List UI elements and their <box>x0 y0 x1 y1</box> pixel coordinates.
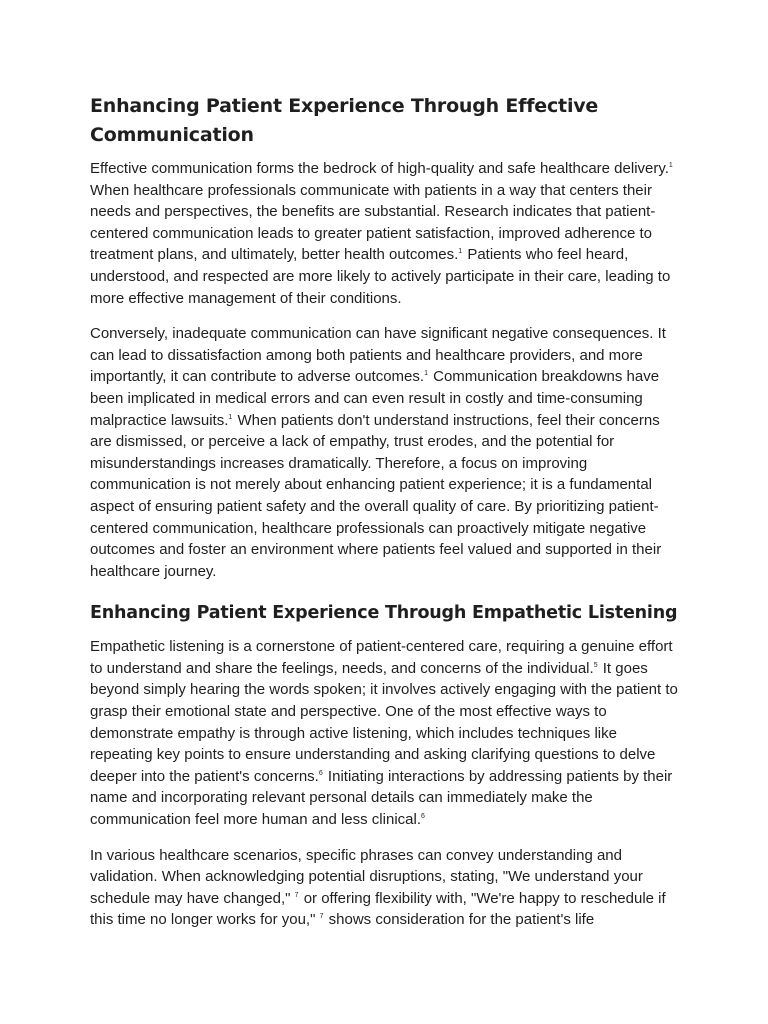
paragraph-text: In various healthcare scenarios, specific phrases can convey understanding and validation. When acknowledging potential disruptions, stating, "We understand your schedule may have changed," <box>90 846 643 907</box>
document-page <box>90 92 682 945</box>
paragraph-text: When healthcare professionals communicate with patients in a way that centers their needs and perspectives, the benefits are substantial. Research indicates that patient-centered communication leads to greater patient satisfaction, improved adherence to treatment plans, and ultimately, better health outcomes. <box>90 181 656 264</box>
paragraph-text: Communication breakdowns have been implicated in medical errors and can even result in costly and time-consuming malpractice lawsuits. <box>90 368 660 429</box>
body-paragraph <box>90 845 682 931</box>
paragraph-text: When patients don't understand instructions, feel their concerns are dismissed, or perceive a lack of empathy, trust erodes, and the potential for misunderstandings increases dramatically. Therefore, a focus on improving communication is not merely about enhancing patient experience; it is a fundamental aspect of ensuring patient safety and the overall quality of care. By prioritizing patient-centered communication, healthcare professionals can proactively mitigate negative outcomes and foster an environment where patients feel valued and supported in their healthcare journey. <box>90 411 662 580</box>
citation-superscript: 1 <box>228 413 233 421</box>
citation-superscript: 1 <box>424 370 428 378</box>
paragraph-text: shows consideration for the patient's life <box>324 911 595 929</box>
paragraph-text: Conversely, inadequate communication can have significant negative consequences. It can lead to dissatisfaction among both patients and healthcare providers, and more importantly, it can contribute to adverse outcomes. <box>90 325 666 386</box>
body-paragraph <box>90 323 682 582</box>
paragraph-text: Empathetic listening is a cornerstone of patient-centered care, requiring a genuine effort to understand and share the feelings, needs, and concerns of the individual. <box>90 638 673 677</box>
paragraph-text: Patients who feel heard, understood, and respected are more likely to actively participate in their care, leading to more effective management of their conditions. <box>90 246 671 307</box>
paragraph-text: or offering flexibility with, "We're happy to reschedule if this time no longer works for you," <box>90 889 666 929</box>
citation-superscript: 1 <box>668 162 673 169</box>
citation-superscript: 7 <box>294 891 299 899</box>
paragraph-text: Effective communication forms the bedrock of high-quality and safe healthcare delivery. <box>90 160 669 177</box>
citation-superscript: 6 <box>318 769 323 777</box>
citation-superscript: 1 <box>458 248 463 256</box>
citation-superscript: 7 <box>319 913 324 921</box>
body-paragraph <box>90 636 682 830</box>
citation-superscript: 6 <box>421 813 425 821</box>
document-title: Enhancing Patient Experience Through Effective Communication <box>90 95 599 146</box>
section-heading: Enhancing Patient Experience Through Empathetic Listening <box>90 603 678 624</box>
citation-superscript: 5 <box>593 661 598 669</box>
paragraph-text: It goes beyond simply hearing the words spoken; it involves actively engaging with the patient to grasp their emotional state and perspective. One of the most effective ways to demonstrate empathy is through active listening, which includes techniques like repeating key points to ensure understanding and asking clarifying questions to delve deeper into the patient's concerns. <box>90 659 678 785</box>
document-body <box>90 158 682 931</box>
body-paragraph <box>90 158 682 309</box>
paragraph-text: Initiating interactions by addressing patients by their name and incorporating relevant personal details can immediately make the communication feel more human and less clinical. <box>90 767 673 829</box>
